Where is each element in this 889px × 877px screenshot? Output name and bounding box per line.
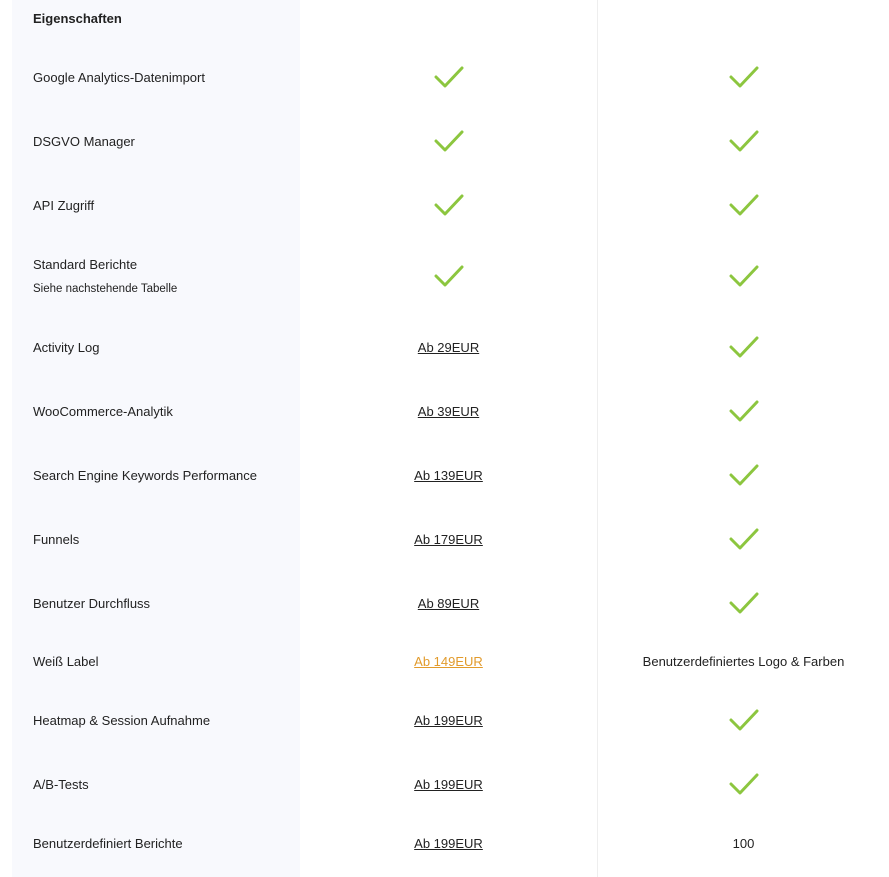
plan-basic-cell: [300, 62, 597, 92]
feature-label: [33, 532, 79, 548]
checkmark-icon: [729, 773, 759, 795]
plan-basic-cell: [300, 705, 597, 735]
feature-name: Heatmap & Session Aufnahme: [33, 713, 211, 728]
checkmark-icon: [729, 400, 759, 422]
price-link[interactable]: Ab 199EUR: [414, 776, 483, 792]
features-column-background: [12, 0, 300, 877]
plan-premium-cell: [598, 190, 889, 220]
checkmark-icon: [729, 592, 759, 614]
feature-name: Benutzer Durchfluss: [33, 596, 151, 611]
plan-premium-cell: [598, 396, 889, 426]
feature-sub-label: Siehe nachstehende Tabelle: [33, 283, 178, 295]
plan-premium-cell: [598, 646, 889, 676]
price-link[interactable]: Ab 199EUR: [414, 712, 483, 728]
feature-name: Google Analytics-Datenimport: [33, 70, 205, 85]
plan-premium-cell: [598, 828, 889, 858]
checkmark-icon: [729, 194, 759, 216]
feature-name: Activity Log: [33, 340, 100, 355]
plan-premium-cell: [598, 126, 889, 156]
checkmark-icon: [434, 265, 464, 287]
feature-label: [33, 713, 210, 729]
checkmark-icon: [729, 130, 759, 152]
feature-label: [33, 198, 94, 214]
checkmark-icon: [729, 464, 759, 486]
feature-name: API Zugriff: [33, 198, 95, 213]
price-link[interactable]: Ab 89EUR: [417, 595, 480, 611]
price-link[interactable]: Ab 149EUR: [414, 653, 483, 669]
feature-label: [33, 340, 99, 356]
feature-label: [33, 404, 173, 420]
price-link[interactable]: Ab 139EUR: [414, 467, 483, 483]
price-link[interactable]: Ab 199EUR: [414, 835, 483, 851]
feature-label: [33, 836, 183, 852]
feature-name: A/B-Tests: [33, 777, 89, 792]
feature-name: WooCommerce-Analytik: [33, 404, 173, 419]
plan-premium-cell: [598, 460, 889, 490]
plan-premium-cell: [598, 524, 889, 554]
plan-basic-cell: [300, 126, 597, 156]
feature-label: [33, 134, 135, 150]
cell-text: 100: [732, 835, 755, 851]
plan-basic-cell: [300, 524, 597, 554]
feature-label: [33, 257, 177, 297]
plan-premium-cell: [598, 705, 889, 735]
checkmark-icon: [729, 265, 759, 287]
feature-name: Standard Berichte: [33, 257, 138, 272]
checkmark-icon: [434, 130, 464, 152]
plan-basic-cell: [300, 588, 597, 618]
plan-basic-cell: [300, 261, 597, 291]
plan-premium-cell: [598, 769, 889, 799]
feature-label: [33, 70, 205, 86]
feature-name: Benutzerdefiniert Berichte: [33, 836, 183, 851]
price-link[interactable]: Ab 29EUR: [417, 339, 480, 355]
plan-basic-cell: [300, 828, 597, 858]
checkmark-icon: [434, 194, 464, 216]
feature-label: [33, 596, 150, 612]
price-link[interactable]: Ab 39EUR: [417, 403, 480, 419]
plan-basic-cell: [300, 646, 597, 676]
plan-basic-cell: [300, 396, 597, 426]
price-link[interactable]: Ab 179EUR: [414, 531, 483, 547]
checkmark-icon: [729, 66, 759, 88]
checkmark-icon: [729, 528, 759, 550]
features-header: Eigenschaften: [33, 11, 122, 26]
checkmark-icon: [729, 709, 759, 731]
feature-label: [33, 777, 89, 793]
plan-premium-cell: [598, 62, 889, 92]
feature-name: Search Engine Keywords Performance: [33, 468, 258, 483]
feature-label: [33, 654, 99, 670]
plan-basic-cell: [300, 190, 597, 220]
checkmark-icon: [434, 66, 464, 88]
plan-basic-cell: [300, 332, 597, 362]
plan-premium-cell: [598, 332, 889, 362]
cell-text: Benutzerdefiniertes Logo & Farben: [642, 653, 845, 669]
feature-name: Funnels: [33, 532, 80, 547]
feature-name: Weiß Label: [33, 654, 99, 669]
feature-label: [33, 468, 257, 484]
plan-basic-cell: [300, 769, 597, 799]
plan-premium-cell: [598, 261, 889, 291]
feature-name: DSGVO Manager: [33, 134, 135, 149]
checkmark-icon: [729, 336, 759, 358]
plan-basic-cell: [300, 460, 597, 490]
plan-premium-cell: [598, 588, 889, 618]
